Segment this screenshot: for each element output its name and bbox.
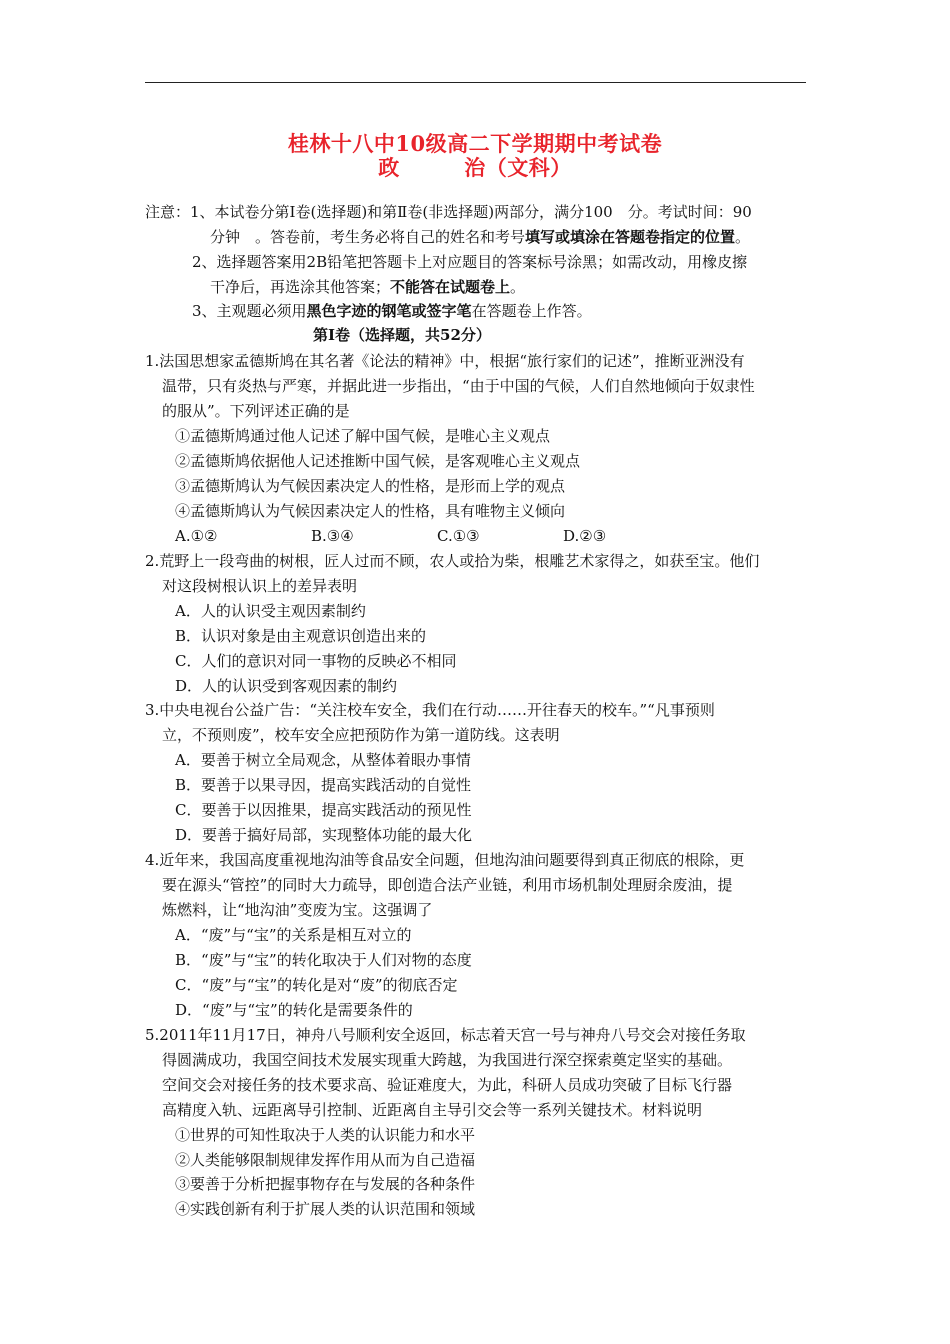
question-1-option-b: B.③④ [311, 527, 354, 545]
notice-emphasis: 不能答在试题卷上 [390, 278, 511, 296]
question-2-option-b: B．认识对象是由主观意识创造出来的 [175, 627, 427, 645]
question-4-option-c: C．“废”与“宝”的转化是对“废”的彻底否定 [175, 976, 458, 994]
notice-text: 分钟 。答卷前，考生务必将自己的姓名和考号 [210, 228, 526, 246]
notice-line-4 [210, 277, 525, 297]
notice-line-1: 注意：1、本试卷分第Ⅰ卷(选择题)和第Ⅱ卷(非选择题)两部分，满分100 分。考试时间：90 [145, 203, 752, 221]
header-rule [145, 82, 806, 83]
question-5-stem: 5.2011年11月17日，神舟八号顺利安全返回，标志着天宫一号与神舟八号交会对接任务取 [145, 1026, 746, 1044]
question-2-option-a: A．人的认识受主观因素制约 [175, 602, 366, 620]
question-2-option-d: D．人的认识受到客观因素的制约 [175, 677, 398, 695]
notice-text: 在答题卷上作答。 [471, 302, 592, 320]
question-3-option-c: C．要善于以因推果，提高实践活动的预见性 [175, 801, 472, 819]
notice-text: 3、主观题必须用 [192, 302, 307, 320]
notice-line-3: 2、选择题答案用2B铅笔把答题卡上对应题目的答案标号涂黑；如需改动，用橡皮擦 [192, 253, 748, 271]
question-1-option-d: D.②③ [563, 527, 607, 545]
question-5-stem: 高精度入轨、远距离导引控制、近距离自主导引交会等一系列关键技术。材料说明 [162, 1101, 703, 1119]
question-3-option-b: B．要善于以果寻因，提高实践活动的自觉性 [175, 776, 472, 794]
question-2-stem: 2.荒野上一段弯曲的树根，匠人过而不顾，农人或拾为柴，根雕艺术家得之，如获至宝。他们 [145, 552, 760, 570]
question-1-statement: ④孟德斯鸠认为气候因素决定人的性格，具有唯物主义倾向 [175, 502, 566, 520]
question-3-option-d: D．要善于搞好局部，实现整体功能的最大化 [175, 826, 473, 844]
question-4-stem: 4.近年来，我国高度重视地沟油等食品安全问题，但地沟油问题要得到真正彻底的根除，更 [145, 851, 745, 869]
question-2-option-c: C．人们的意识对同一事物的反映必不相同 [175, 652, 457, 670]
question-4-stem: 炼燃料，让“地沟油”变废为宝。这强调了 [162, 901, 433, 919]
question-1-stem: 的服从”。下列评述正确的是 [162, 402, 350, 420]
question-5-statement: ①世界的可知性取决于人类的认识能力和水平 [175, 1126, 476, 1144]
question-4-option-a: A．“废”与“宝”的关系是相互对立的 [175, 926, 412, 944]
question-4-option-d: D．“废”与“宝”的转化是需要条件的 [175, 1001, 413, 1019]
question-2-stem: 对这段树根认识上的差异表明 [162, 577, 358, 595]
question-5-statement: ④实践创新有利于扩展人类的认识范围和领域 [175, 1200, 476, 1218]
question-1-stem: 1.法国思想家孟德斯鸠在其名著《论法的精神》中，根据“旅行家们的记述”，推断亚洲没有 [145, 352, 745, 370]
notice-emphasis: 黑色字迹的钢笔或签字笔 [306, 302, 472, 320]
question-4-option-b: B．“废”与“宝”的转化取决于人们对物的态度 [175, 951, 472, 969]
question-3-option-a: A．要善于树立全局观念，从整体着眼办事情 [175, 751, 471, 769]
notice-text: 。 [510, 278, 526, 296]
question-5-statement: ③要善于分析把握事物存在与发展的各种条件 [175, 1175, 476, 1193]
question-4-stem: 要在源头“管控”的同时大力疏导，即创造合法产业链，利用市场机制处理厨余废油，提 [162, 876, 733, 894]
question-3-stem: 立，不预则废”，校车安全应把预防作为第一道防线。这表明 [162, 726, 560, 744]
question-5-statement: ②人类能够限制规律发挥作用从而为自己造福 [175, 1151, 476, 1169]
question-1-statement: ①孟德斯鸠通过他人记述了解中国气候，是唯心主义观点 [175, 427, 551, 445]
section-heading: 第Ⅰ卷（选择题，共52分） [313, 326, 491, 344]
notice-text: 。 [735, 228, 751, 246]
notice-line-5 [192, 301, 592, 321]
exam-subtitle: 政 治（文科） [378, 155, 572, 180]
notice-emphasis: 填写或填涂在答题卷指定的位置 [525, 228, 736, 246]
notice-text: 干净后，再选涂其他答案； [210, 278, 391, 296]
exam-title: 桂林十八中10级高二下学期期中考试卷 [287, 131, 663, 156]
question-1-stem: 温带，只有炎热与严寒，并据此进一步指出，“由于中国的气候，人们自然地倾向于奴隶性 [162, 377, 755, 395]
question-5-stem: 空间交会对接任务的技术要求高、验证难度大，为此，科研人员成功突破了目标飞行器 [162, 1076, 733, 1094]
question-1-option-c: C.①③ [437, 527, 480, 545]
question-1-statement: ③孟德斯鸠认为气候因素决定人的性格，是形而上学的观点 [175, 477, 566, 495]
question-5-stem: 得圆满成功，我国空间技术发展实现重大跨越，为我国进行深空探索奠定坚实的基础。 [162, 1051, 733, 1069]
notice-line-2 [210, 227, 750, 247]
question-1-option-a: A.①② [175, 527, 218, 545]
question-3-stem: 3.中央电视台公益广告：“关注校车安全，我们在行动……开往春天的校车。”“凡事预则 [145, 701, 715, 719]
question-1-statement: ②孟德斯鸠依据他人记述推断中国气候，是客观唯心主义观点 [175, 452, 581, 470]
